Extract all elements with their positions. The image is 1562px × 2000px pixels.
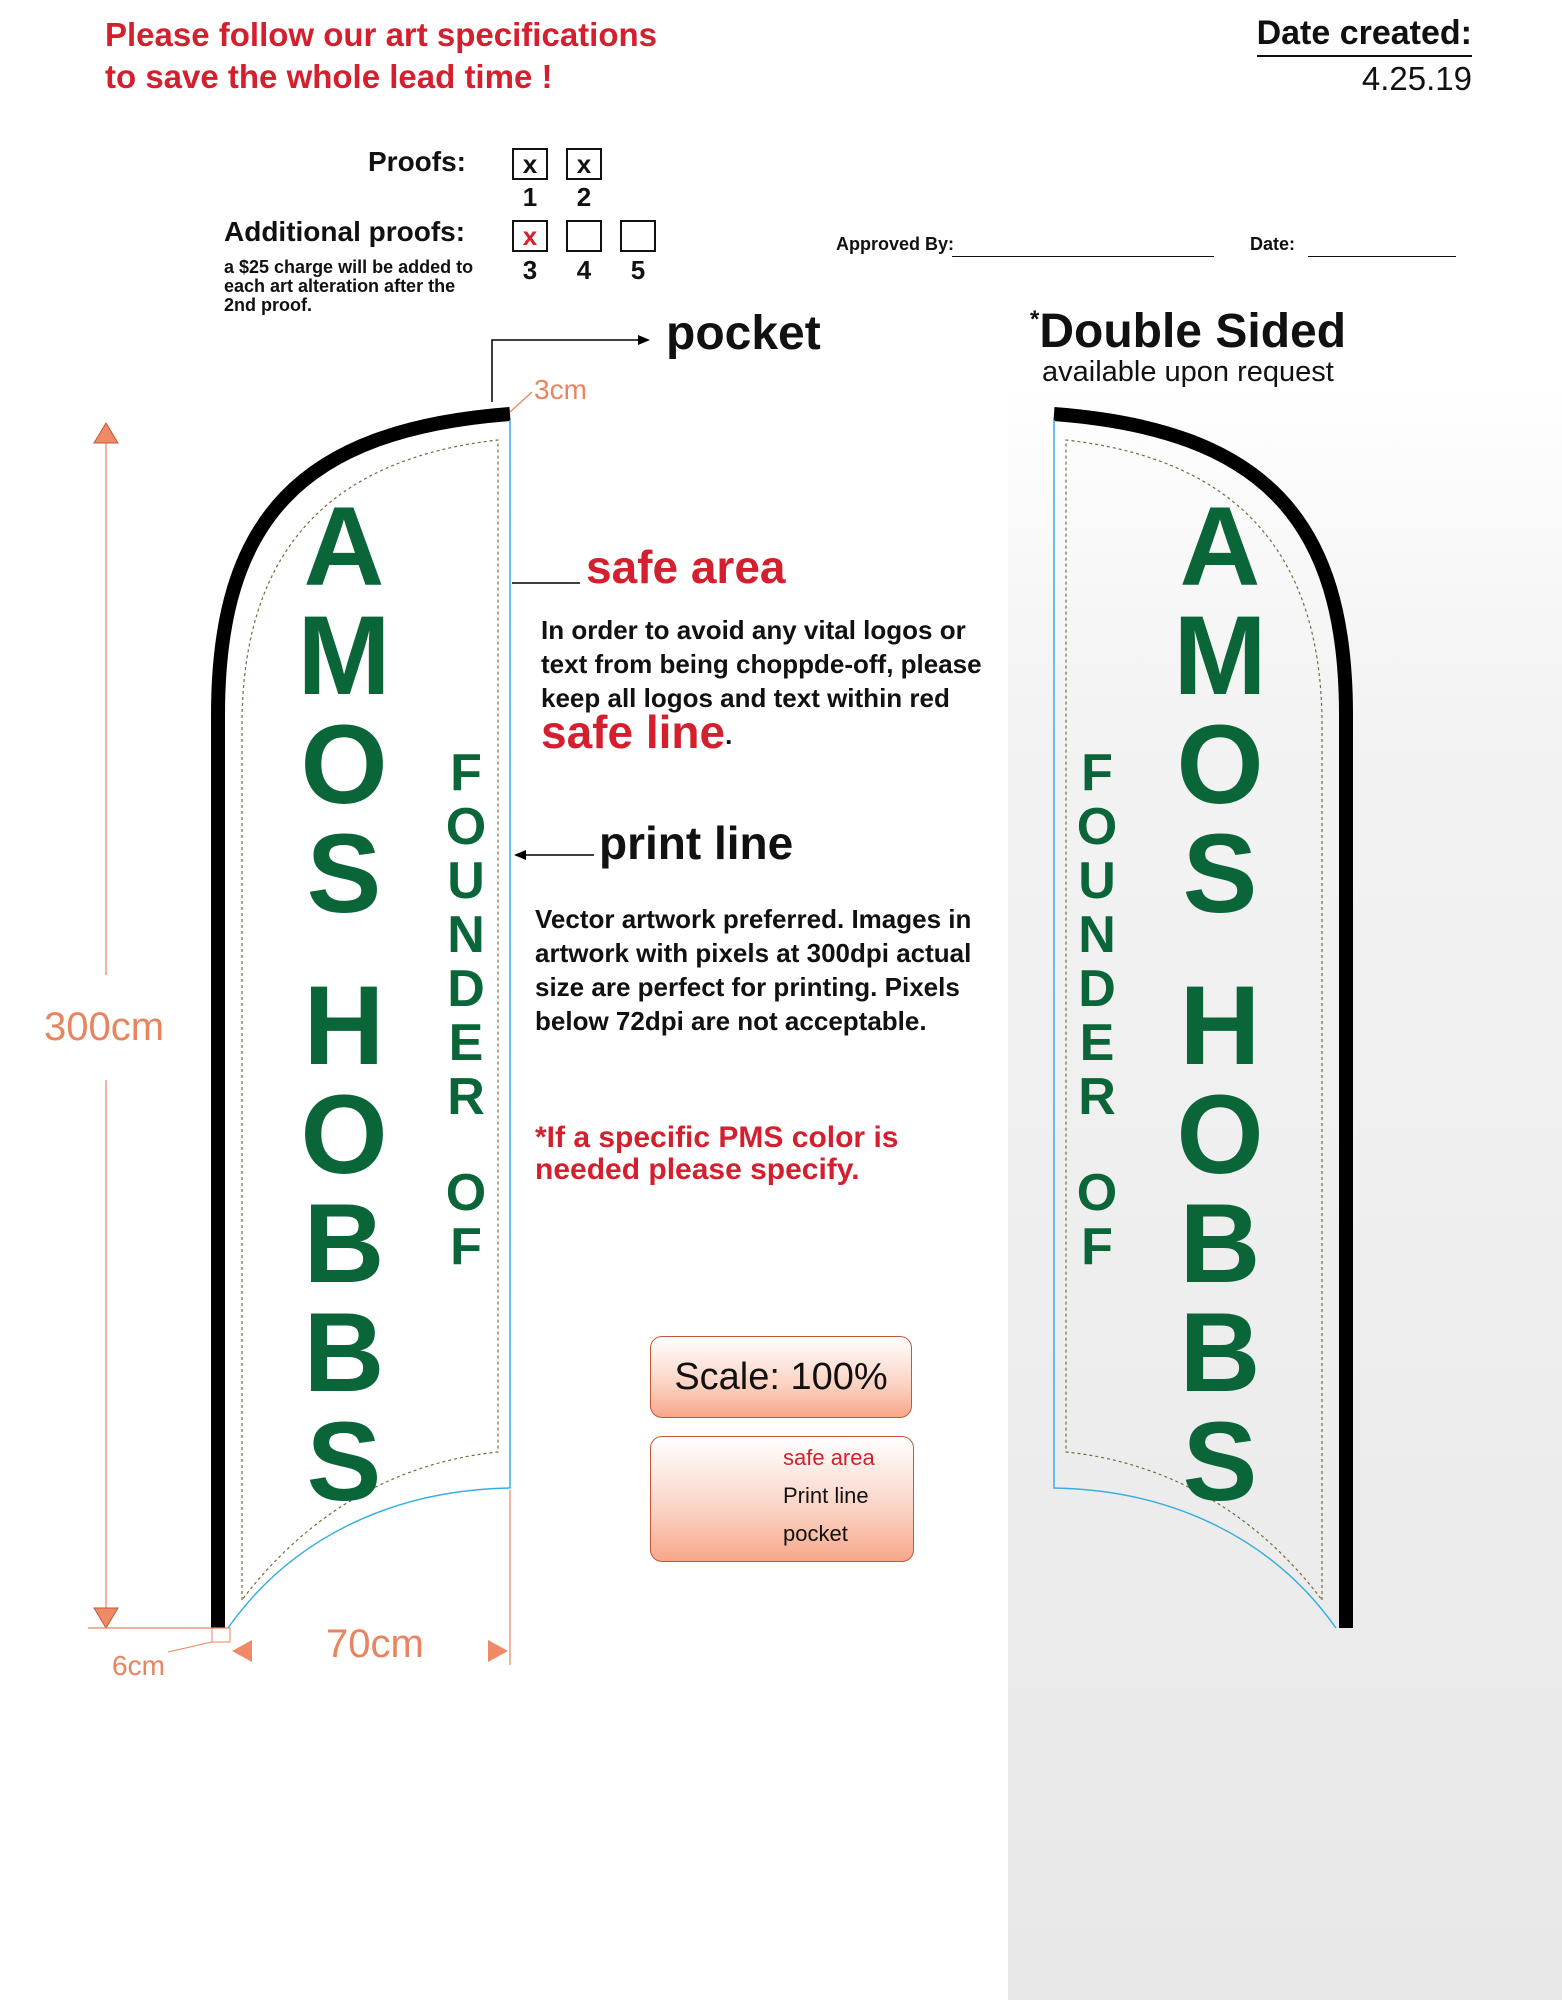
left-flag-title-letter: N — [447, 906, 485, 964]
date-created-value: 4.25.19 — [1361, 60, 1472, 97]
legend-safe-area-label: safe area — [783, 1445, 875, 1470]
right-flag-name-text — [1173, 484, 1266, 1524]
left-flag-title-letter: F — [450, 744, 482, 802]
pms-note: *If a specific PMS color is needed please specify. — [535, 1121, 899, 1186]
safe-line-period: . — [725, 720, 733, 750]
right-flag-name-letter: B — [1179, 1290, 1261, 1415]
safe-area-text — [541, 613, 1011, 758]
proof-number-2: 2 — [576, 182, 592, 212]
right-flag-title-letter: E — [1079, 1014, 1115, 1072]
right-flag-name-letter: B — [1179, 1181, 1261, 1306]
right-flag-name-letter: A — [1179, 484, 1261, 609]
proof-number-3: 3 — [522, 255, 538, 285]
right-flag-title-letter: R — [1078, 1068, 1116, 1126]
charge-note: a $25 charge will be added to each art alteration after the 2nd proof. — [224, 257, 474, 315]
right-flag-title-letter: D — [1078, 960, 1116, 1018]
left-flag-name-letter: A — [303, 484, 385, 609]
right-flag-name-letter: O — [1176, 1072, 1264, 1197]
proof-mark-3: x — [522, 221, 538, 251]
left-flag-title-letter: E — [448, 1014, 484, 1072]
height-arrow-down — [94, 1608, 118, 1628]
right-flag-title-letter: O — [1076, 1164, 1118, 1222]
proof-mark-2: x — [576, 149, 592, 179]
print-line-arrow-head — [514, 850, 526, 860]
additional-proofs-label: Additional proofs: — [224, 216, 466, 247]
double-sided-label — [1030, 304, 1346, 359]
left-flag-name-letter: O — [300, 1072, 388, 1197]
proof-mark-1: x — [522, 149, 538, 179]
date-created-label: Date created: — [1257, 14, 1472, 57]
pocket-arrow-head — [638, 335, 650, 345]
right-flag-name-letter: S — [1182, 811, 1258, 936]
pole-dimension-label: 6cm — [112, 1650, 165, 1681]
left-flag-name-letter: O — [300, 702, 388, 827]
legend-pocket-label: pocket — [783, 1521, 848, 1546]
right-flag-name-letter: O — [1176, 702, 1264, 827]
legend-print-line-label: Print line — [783, 1483, 869, 1508]
left-flag-title-letter: O — [445, 1164, 487, 1222]
left-flag-name-letter: M — [297, 593, 391, 718]
left-flag-title-letter: F — [450, 1218, 482, 1276]
left-flag-name-letter: S — [306, 811, 382, 936]
left-flag-name-letter: S — [306, 1399, 382, 1524]
right-flag-name-letter: S — [1182, 1399, 1258, 1524]
right-flag-title-text — [1077, 744, 1117, 1276]
pole-width-marker — [212, 1628, 230, 1642]
right-flag-name-letter: H — [1179, 963, 1261, 1088]
proof-number-4: 4 — [576, 255, 592, 285]
right-flag-title-letter: U — [1078, 852, 1116, 910]
proofs-label: Proofs: — [368, 146, 466, 177]
safe-area-title: safe area — [586, 541, 786, 593]
left-flag-title-letter: O — [445, 798, 487, 856]
scale-indicator: Scale: 100% — [650, 1336, 912, 1418]
legend — [650, 1436, 914, 1562]
notice-line-2: to save the whole lead time ! — [105, 58, 553, 95]
left-flag-title-text — [446, 744, 486, 1276]
left-flag-title-letter: D — [447, 960, 485, 1018]
right-flag-title-letter: F — [1081, 744, 1113, 802]
print-line-text: Vector artwork preferred. Images in artwork with pixels at 300dpi actual size are perfect for printing. Pixels below 72dpi are not acceptable. — [535, 904, 972, 1036]
double-sided-asterisk: * — [1030, 306, 1040, 333]
approval-date-label: Date: — [1250, 234, 1296, 254]
pocket-width-label: 3cm — [534, 374, 587, 405]
approved-by-label: Approved By: — [836, 234, 955, 254]
left-flag-title-letter: U — [447, 852, 485, 910]
double-sided-text: Double Sided — [1039, 305, 1347, 358]
left-flag-name-letter: B — [303, 1181, 385, 1306]
width-arrow-left — [232, 1640, 252, 1662]
left-flag-name-text — [297, 484, 390, 1524]
print-line-title: print line — [599, 817, 794, 869]
right-flag-name-letter: M — [1173, 593, 1267, 718]
right-flag-title-letter: N — [1078, 906, 1116, 964]
safe-area-body: In order to avoid any vital logos or text from being choppde-off, please keep all logos and text within red — [541, 615, 982, 713]
right-flag-title-letter: F — [1081, 1218, 1113, 1276]
available-upon-request: available upon request — [1042, 356, 1334, 388]
safe-line-emphasis: safe line — [541, 706, 726, 758]
proof-number-1: 1 — [522, 182, 538, 212]
pole-width-pointer — [168, 1642, 212, 1652]
pocket-width-pointer — [510, 392, 532, 412]
width-arrow-right — [488, 1640, 508, 1662]
left-flag-title-letter: R — [447, 1068, 485, 1126]
left-flag-name-letter: B — [303, 1290, 385, 1415]
height-arrow-up — [94, 423, 118, 443]
left-flag-name-letter: H — [303, 963, 385, 1088]
proof-number-5: 5 — [630, 255, 646, 285]
pocket-label: pocket — [666, 307, 821, 360]
right-flag-title-letter: O — [1076, 798, 1118, 856]
notice-line-1: Please follow our art specifications — [105, 16, 657, 53]
width-dimension-label: 70cm — [326, 1622, 424, 1666]
height-dimension-label: 300cm — [44, 1005, 165, 1049]
